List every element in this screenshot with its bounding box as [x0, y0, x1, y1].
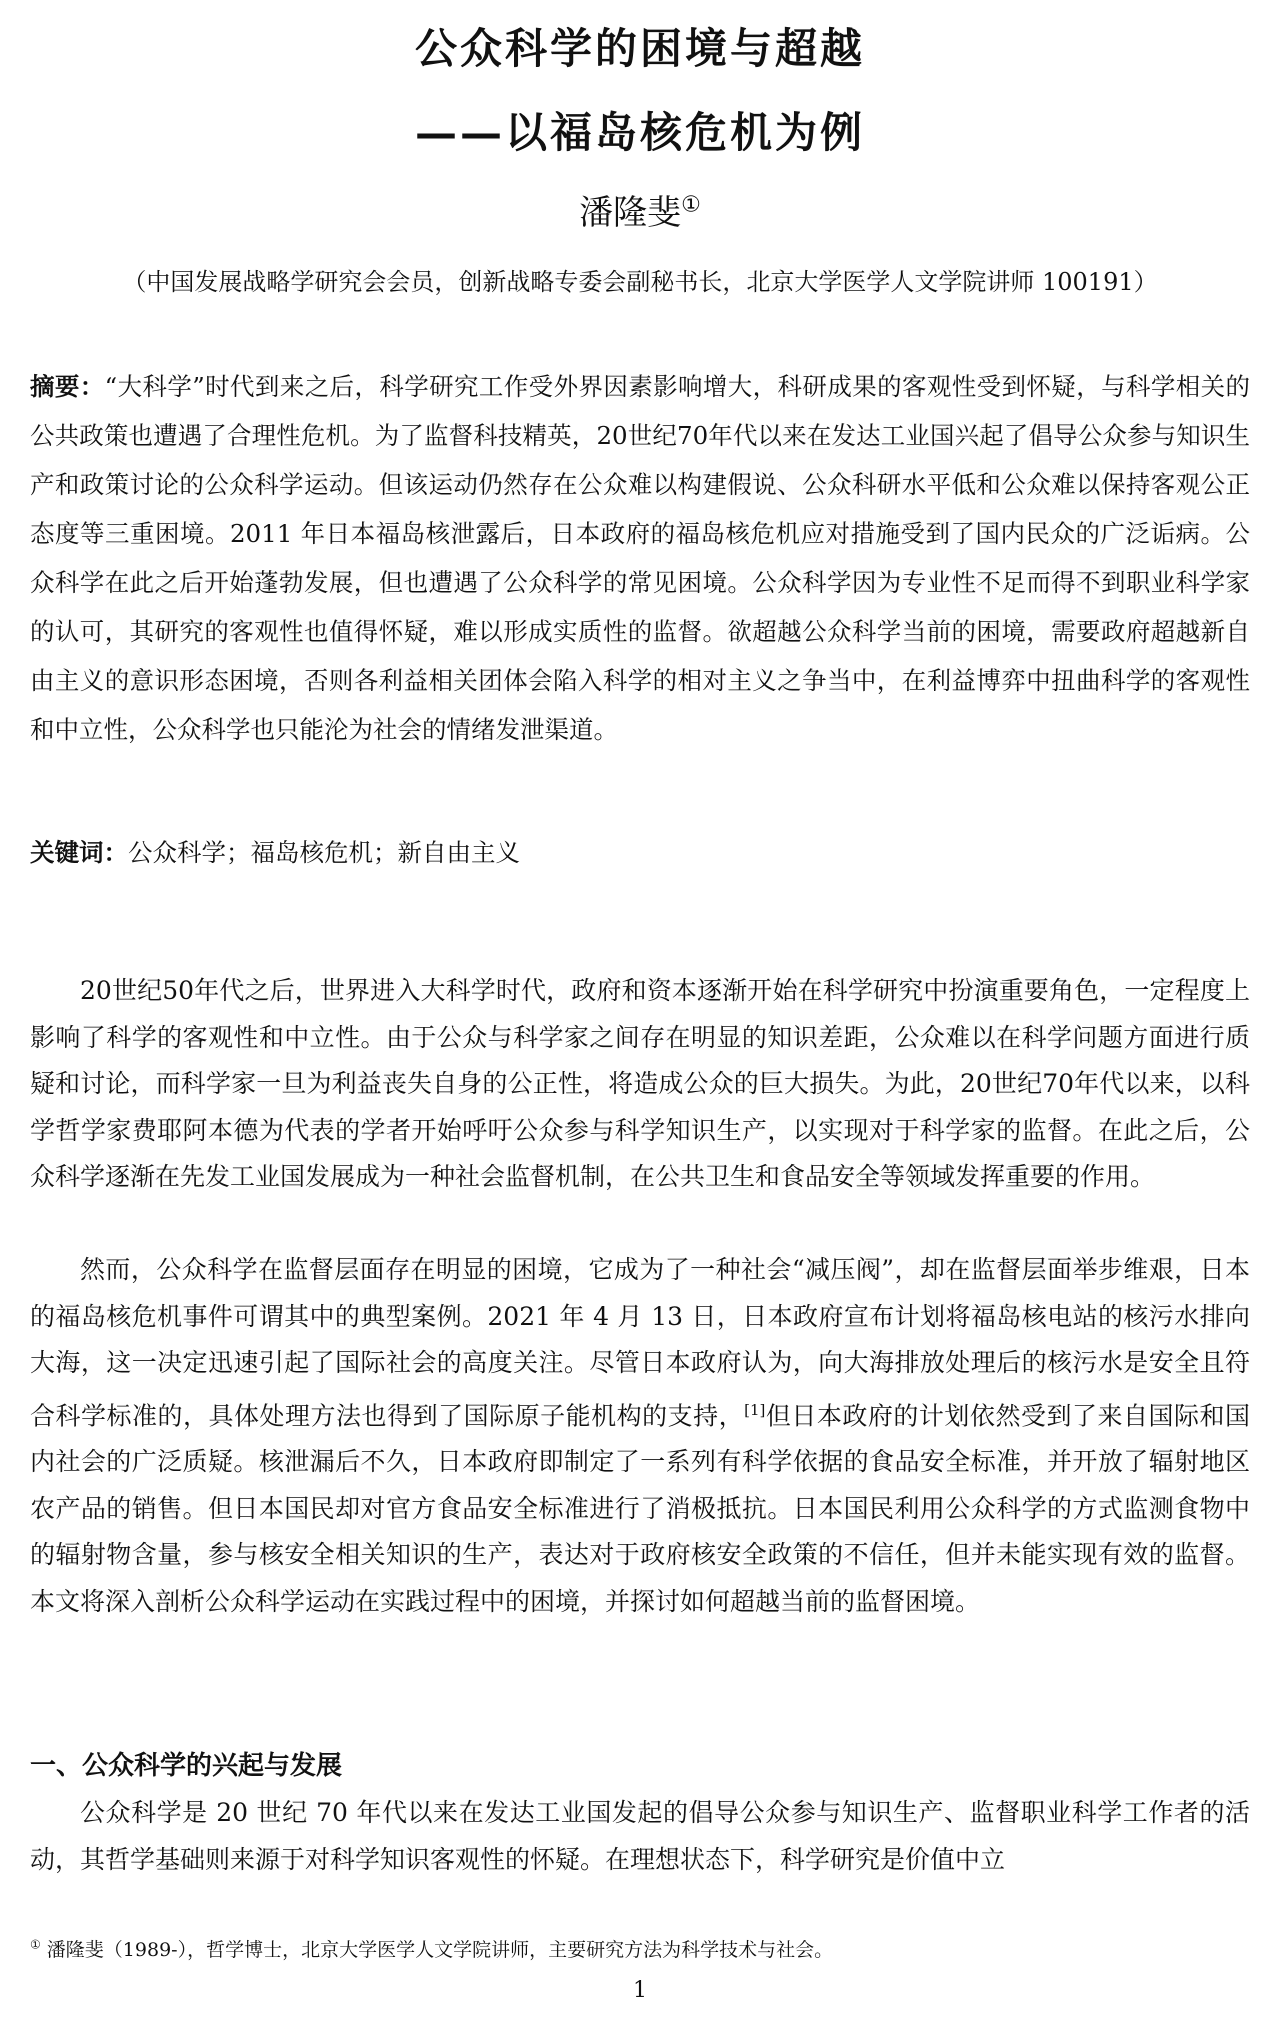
citation-ref-1[interactable]: [1] — [744, 1400, 766, 1419]
footnote-text: 潘隆斐（1989-），哲学博士，北京大学医学人文学院讲师，主要研究方法为科学技术与社会。 — [40, 1939, 834, 1961]
footnote-mark: ① — [30, 1937, 41, 1952]
keywords-label: 关键词： — [30, 838, 128, 867]
author-line — [0, 185, 1280, 234]
body-paragraph-2 — [30, 1247, 1250, 1625]
body-paragraph-2-part-a: 然而，公众科学在监督层面存在明显的困境，它成为了一种社会“减压阀”，却在监督层面举步维艰，日本的福岛核危机事件可谓其中的典型案例。2021 年 4 月 13 日，日本政府宣布计划将福岛核电站的核污水排向大海，这一决定迅速引起了国际社会的高度关注。尽管日本政府认为，向大海排放处理后的核污水是安全且符合科学标准的，具体处理方法也得到了国际原子能机构的支持， — [30, 1255, 1250, 1430]
author-name: 潘隆斐 — [579, 193, 682, 233]
title-line-2: ——以福岛核危机为例 — [414, 108, 865, 157]
footnote — [30, 1935, 1250, 1962]
body-paragraph-2-part-b: 但日本政府的计划依然受到了来自国际和国内社会的广泛质疑。核泄漏后不久，日本政府即制定了一系列有科学依据的食品安全标准，并开放了辐射地区农产品的销售。但日本国民却对官方食品安全标准进行了消极抵抗。日本国民利用公众科学的方式监测食物中的辐射物含量，参与核安全相关知识的生产，表达对于政府核安全政策的不信任，但并未能实现有效的监督。本文将深入剖析公众科学运动在实践过程中的困境，并探讨如何超越当前的监督困境。 — [30, 1400, 1250, 1616]
body-paragraph-3: 公众科学是 20 世纪 70 年代以来在发达工业国发起的倡导公众参与知识生产、监督职业科学工作者的活动，其哲学基础则来源于对科学知识客观性的怀疑。在理想状态下，科学研究是价值中立 — [30, 1798, 1250, 1874]
body-paragraph-1: 20世纪50年代之后，世界进入大科学时代，政府和资本逐渐开始在科学研究中扮演重要角色，一定程度上影响了科学的客观性和中立性。由于公众与科学家之间存在明显的知识差距，公众难以在科学问题方面进行质疑和讨论，而科学家一旦为利益丧失自身的公正性，将造成公众的巨大损失。为此，20世纪70年代以来，以科学哲学家费耶阿本德为代表的学者开始呼吁公众参与科学知识生产，以实现对于科学家的监督。在此之后，公众科学逐渐在先发工业国发展成为一种社会监督机制，在公共卫生和食品安全等领域发挥重要的作用。 — [30, 976, 1250, 1191]
abstract-text: “大科学”时代到来之后，科学研究工作受外界因素影响增大，科研成果的客观性受到怀疑，与科学相关的公共政策也遭遇了合理性危机。为了监督科技精英，20世纪70年代以来在发达工业国兴起了倡导公众参与知识生产和政策讨论的公众科学运动。但该运动仍然存在公众难以构建假说、公众科研水平低和公众难以保持客观公正态度等三重困境。2011 年日本福岛核泄露后，日本政府的福岛核危机应对措施受到了国内民众的广泛诟病。公众科学在此之后开始蓬勃发展，但也遭遇了公众科学的常见困境。公众科学因为专业性不足而得不到职业科学家的认可，其研究的客观性也值得怀疑，难以形成实质性的监督。欲超越公众科学当前的困境，需要政府超越新自由主义的意识形态困境，否则各利益相关团体会陷入科学的相对主义之争当中，在利益博弈中扭曲科学的客观性和中立性，公众科学也只能沦为社会的情绪发泄渠道。 — [30, 372, 1251, 744]
section-heading-1: 一、公众科学的兴起与发展 — [30, 1751, 343, 1781]
keywords-text: 公众科学；福岛核危机；新自由主义 — [128, 838, 520, 867]
author-footnote-mark: ① — [681, 192, 701, 218]
page-number: 1 — [633, 1978, 647, 2003]
abstract — [30, 362, 1250, 754]
keywords — [30, 828, 1250, 877]
abstract-label: 摘要： — [30, 372, 105, 401]
title-line-1: 公众科学的困境与超越 — [414, 24, 865, 73]
affiliation: （中国发展战略学研究会会员，创新战略专委会副秘书长，北京大学医学人文学院讲师 100191） — [122, 268, 1158, 296]
